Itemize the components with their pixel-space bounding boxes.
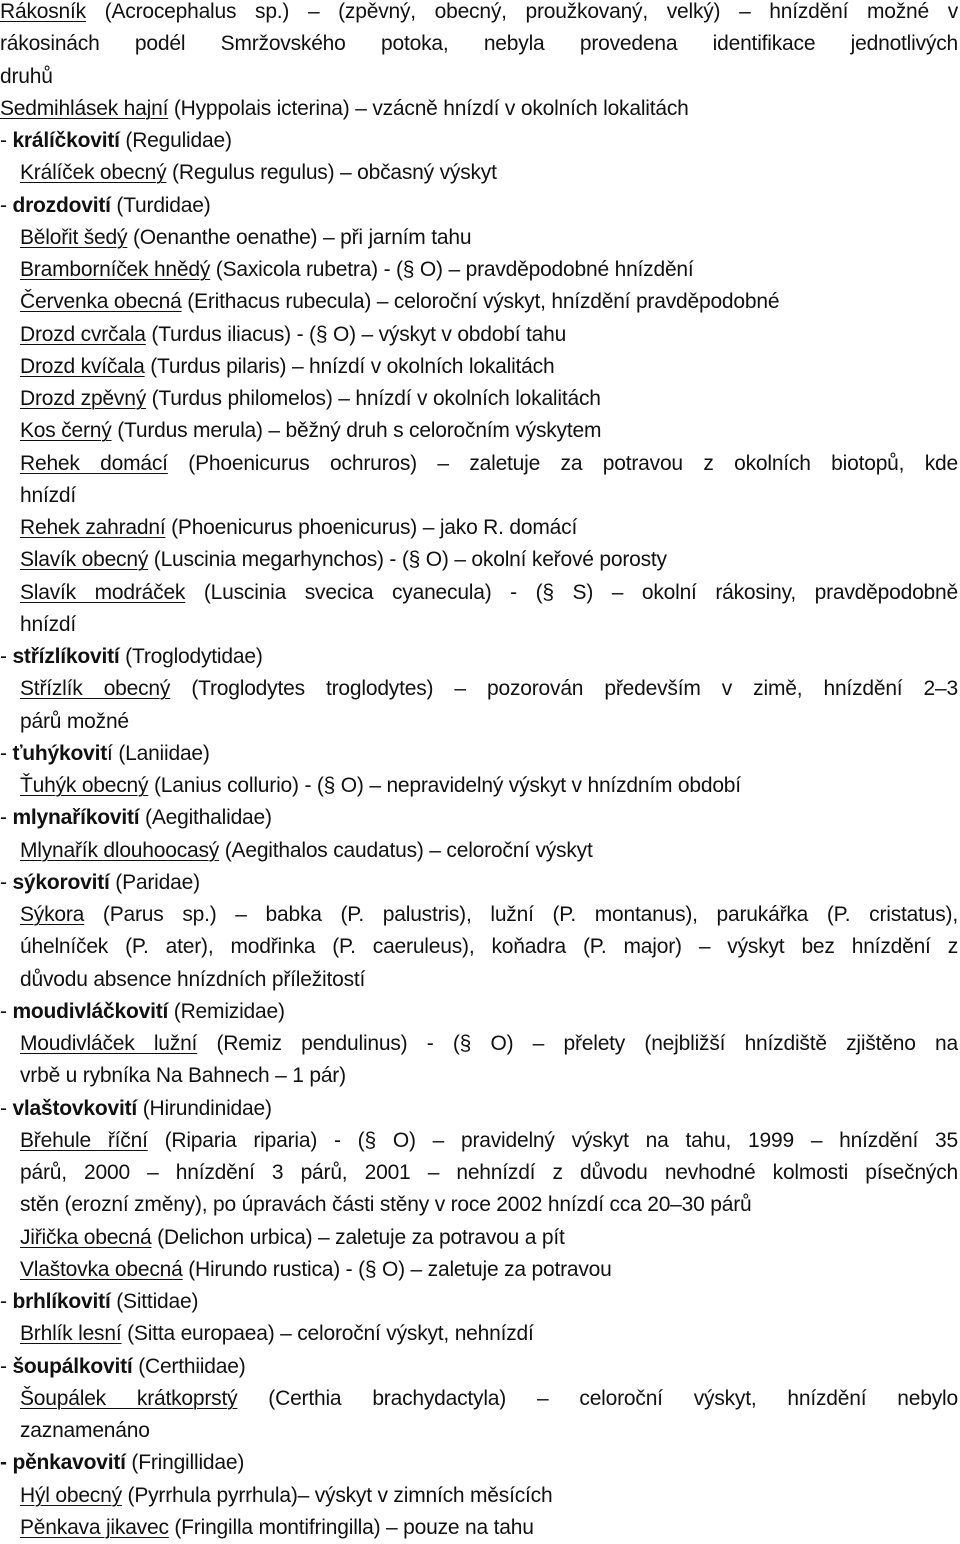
family-latin: (Hirundinidae)	[137, 1096, 272, 1120]
family-latin: (Remizidae)	[168, 999, 285, 1023]
species-description: (Luscinia megarhynchos) - (§ O) – okolní keřové porosty	[148, 548, 667, 572]
family-dash: -	[0, 741, 13, 765]
family-dash: -	[0, 193, 13, 217]
species-name: Králíček obecný	[20, 161, 167, 185]
family-dash: -	[0, 1290, 13, 1313]
family-latin: í (Laniidae)	[107, 741, 210, 765]
species-name: Rákosník	[0, 0, 86, 23]
family-latin: (Aegithalidae)	[139, 806, 272, 830]
species-name: Šoupálek krátkoprstý	[20, 1386, 238, 1410]
species-name: Střízlík obecný	[20, 677, 171, 701]
species-description: (Phoenicurus phoenicurus) – jako R. domácí	[165, 516, 578, 539]
species-entry	[0, 415, 960, 447]
species-name: Břehule říční	[20, 1128, 148, 1152]
continuation-line: zaznamenáno	[20, 1419, 150, 1442]
species-name: Rehek domácí	[20, 451, 168, 475]
species-name: Sýkora	[20, 903, 85, 926]
species-entry	[0, 254, 960, 286]
species-name: Bělořit šedý	[20, 225, 128, 249]
species-entry	[0, 1512, 960, 1544]
species-description: (Aegithalos caudatus) – celoroční výskyt	[219, 838, 593, 862]
species-entry	[0, 1318, 960, 1350]
species-entry	[0, 286, 960, 318]
species-description: (Delichon urbica) – zaletuje za potravou a pít	[151, 1225, 565, 1249]
species-description: (Hirundo rustica) - (§ O) – zaletuje za potravou	[182, 1257, 612, 1281]
family-name: králíčkovití	[12, 129, 120, 152]
family-name: moudivláčkovití	[12, 999, 169, 1023]
species-description: (Turdus philomelos) – hnízdí v okolních lokalitách	[146, 387, 601, 410]
family-name: ťuhýkovit	[12, 741, 108, 765]
species-description: (Saxicola rubetra) - (§ O) – pravděpodobné hnízdění	[210, 258, 694, 281]
species-entry	[0, 512, 960, 544]
species-entry	[0, 1125, 960, 1157]
species-description: (Turdus merula) – běžný druh s celoročním výskytem	[111, 419, 602, 443]
species-name: Ťuhýk obecný	[20, 774, 149, 797]
family-heading	[0, 802, 960, 834]
species-entry	[0, 93, 960, 125]
continuation-line: vrbě u rybníka Na Bahnech – 1 pár)	[20, 1064, 346, 1088]
family-heading	[0, 1447, 960, 1479]
species-description: (Hyppolais icterina) – vzácně hnízdí v okolních lokalitách	[168, 96, 689, 120]
species-description: (Troglodytes troglodytes) – pozorován především v zimě, hnízdění 2–3	[170, 677, 958, 701]
species-description: (Fringilla montifringilla) – pouze na tahu	[168, 1515, 534, 1539]
species-entry	[0, 1480, 960, 1512]
species-name: Hýl obecný	[20, 1483, 122, 1507]
species-name: Slavík obecný	[20, 548, 149, 572]
species-entry	[0, 577, 960, 609]
family-name: mlynaříkovití	[12, 806, 140, 830]
species-entry	[0, 899, 960, 931]
species-description: (Riparia riparia) - (§ O) – pravidelný výskyt na tahu, 1999 – hnízdění 35	[147, 1128, 958, 1152]
species-description: (Lanius collurio) - (§ O) – nepravidelný výskyt v hnízdním období	[148, 774, 741, 797]
family-heading	[0, 190, 960, 222]
species-name: Rehek zahradní	[20, 516, 166, 539]
species-name: Slavík modráček	[20, 580, 186, 604]
species-name: Sedmihlásek hajní	[0, 96, 169, 120]
family-heading	[0, 867, 960, 899]
species-description: (Luscinia svecica cyanecula) - (§ S) – okolní rákosiny, pravděpodobně	[185, 580, 958, 604]
species-entry	[0, 1028, 960, 1060]
species-description: (Pyrrhula pyrrhula)– výskyt v zimních měsících	[121, 1483, 553, 1507]
species-entry	[0, 448, 960, 480]
species-description: (Turdus iliacus) - (§ O) – výskyt v období tahu	[145, 322, 567, 346]
family-latin: (Troglodytidae)	[119, 645, 263, 668]
continuation-line: párů, 2000 – hnízdění 3 párů, 2001 – nehnízdí z důvodu nevhodné kolmosti písečných	[20, 1161, 958, 1184]
species-name: Drozd cvrčala	[20, 322, 146, 346]
continuation-line: hnízdí	[20, 612, 77, 636]
species-entry	[0, 544, 960, 576]
family-name: sýkorovití	[12, 870, 110, 894]
species-entry	[0, 770, 960, 802]
species-name: Brhlík lesní	[20, 1322, 122, 1346]
species-entry	[0, 319, 960, 351]
species-name: Vlaštovka obecná	[20, 1257, 183, 1281]
species-name: Mlynařík dlouhoocasý	[20, 838, 220, 862]
continuation-line: důvodu absence hnízdních příležitostí	[20, 967, 366, 991]
family-heading	[0, 125, 960, 157]
continuation-line: párů možné	[20, 709, 129, 733]
family-latin: (Sittidae)	[110, 1290, 199, 1313]
species-description: (Certhia brachydactyla) – celoroční výskyt, hnízdění nebylo	[237, 1386, 958, 1410]
family-dash: -	[0, 806, 13, 830]
species-entry	[0, 1254, 960, 1286]
species-name: Moudivláček lužní	[20, 1032, 198, 1055]
family-name: střízlíkovití	[12, 645, 120, 668]
species-name: Jiřička obecná	[20, 1225, 152, 1249]
species-description: (Erithacus rubecula) – celoroční výskyt, hnízdění pravděpodobné	[181, 290, 780, 314]
species-name: Kos černý	[20, 419, 112, 443]
species-description: (Turdus pilaris) – hnízdí v okolních lokalitách	[144, 354, 555, 378]
continuation-line: druhů	[0, 64, 53, 88]
species-entry	[0, 351, 960, 383]
family-heading	[0, 1093, 960, 1125]
family-heading	[0, 1351, 960, 1383]
species-description: (Oenanthe oenathe) – při jarním tahu	[127, 225, 472, 249]
family-latin: (Certhiidae)	[132, 1354, 246, 1378]
species-name: Červenka obecná	[20, 290, 182, 314]
continuation-line: stěn (erozní změny), po úpravách části stěny v roce 2002 hnízdí cca 20–30 párů	[20, 1193, 752, 1217]
family-dash: -	[0, 1096, 13, 1120]
family-name: pěnkavovití	[12, 1451, 126, 1475]
continuation-line: úhelníček (P. ater), modřinka (P. caeruleus), koňadra (P. major) – výskyt bez hnízdění z	[20, 935, 958, 959]
family-dash: -	[0, 1451, 13, 1475]
species-entry	[0, 157, 960, 189]
species-entry	[0, 673, 960, 705]
family-latin: (Regulidae)	[119, 129, 232, 152]
family-dash: -	[0, 870, 13, 894]
family-name: drozdovití	[12, 193, 111, 217]
family-name: brhlíkovití	[12, 1290, 111, 1313]
species-entry	[0, 222, 960, 254]
species-name: Pěnkava jikavec	[20, 1515, 169, 1539]
species-entry	[0, 383, 960, 415]
family-heading	[0, 641, 960, 673]
species-name: Drozd kvíčala	[20, 354, 145, 378]
species-description: (Phoenicurus ochruros) – zaletuje za potravou z okolních biotopů, kde	[167, 451, 958, 475]
species-description: (Acrocephalus sp.) – (zpěvný, obecný, proužkovaný, velký) – hnízdění možné v	[85, 0, 958, 23]
family-latin: (Fringillidae)	[125, 1451, 245, 1475]
family-latin: (Turdidae)	[110, 193, 211, 217]
family-heading	[0, 1286, 960, 1318]
family-dash: -	[0, 1354, 13, 1378]
species-description: (Regulus regulus) – občasný výskyt	[166, 161, 497, 185]
family-name: šoupálkovití	[12, 1354, 133, 1378]
family-dash: -	[0, 129, 13, 152]
family-latin: (Paridae)	[109, 870, 200, 894]
species-description: (Remiz pendulinus) - (§ O) – přelety (nejbližší hnízdiště zjištěno na	[197, 1032, 958, 1055]
family-name: vlaštovkovití	[12, 1096, 138, 1120]
continuation-line: hnízdí	[20, 483, 77, 507]
continuation-line: rákosinách podél Smržovského potoka, nebyla provedena identifikace jednotlivých	[0, 32, 958, 56]
species-name: Drozd zpěvný	[20, 387, 146, 410]
species-description: (Sitta europaea) – celoroční výskyt, nehnízdí	[121, 1322, 534, 1346]
family-dash: -	[0, 645, 13, 668]
family-dash: -	[0, 999, 13, 1023]
family-heading	[0, 738, 960, 770]
species-name: Bramborníček hnědý	[20, 258, 211, 281]
family-heading	[0, 996, 960, 1028]
species-description: (Parus sp.) – babka (P. palustris), lužní (P. montanus), parukářka (P. cristatus),	[84, 903, 958, 926]
species-entry	[0, 0, 960, 28]
species-entry	[0, 835, 960, 867]
species-entry	[0, 1222, 960, 1254]
species-entry	[0, 1383, 960, 1415]
